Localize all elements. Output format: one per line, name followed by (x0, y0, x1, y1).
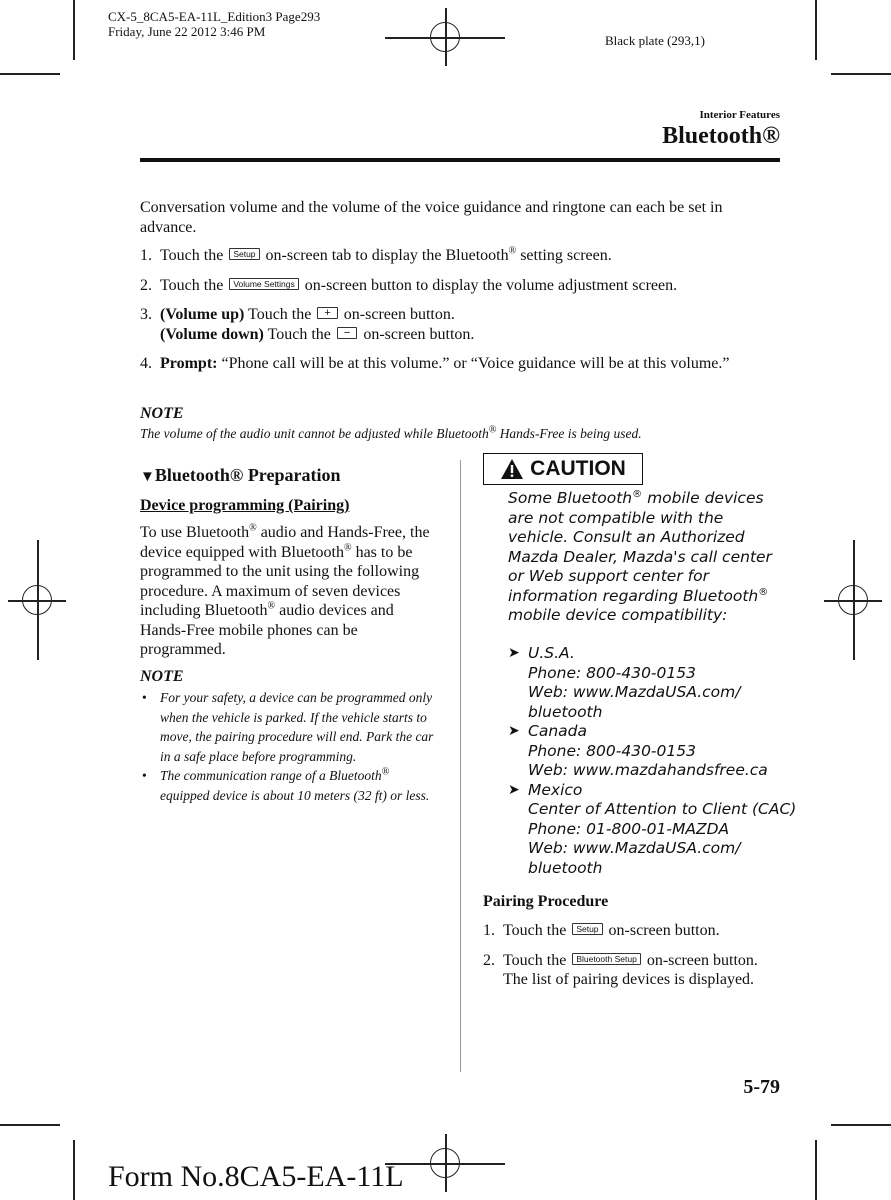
print-header-line2: Friday, June 22 2012 3:46 PM (108, 24, 266, 39)
crop-mark (0, 1124, 60, 1126)
crop-mark (73, 1140, 75, 1200)
print-header-plate: Black plate (293,1) (605, 33, 705, 48)
list-item: 1. Touch the Setup on-screen tab to display the Bluetooth® setting screen. (140, 245, 612, 264)
preparation-heading: ▼Bluetooth® Preparation (140, 465, 341, 485)
volume-down-button: − (337, 327, 357, 339)
setup-button: Setup (572, 923, 602, 935)
contact-list (508, 644, 798, 878)
note-heading: NOTE (140, 405, 184, 422)
list-item: ➤ U.S.A. Phone: 800-430-0153 Web: www.MazdaUSA.com/ bluetooth (508, 644, 741, 721)
preparation-paragraph: To use Bluetooth® audio and Hands-Free, the device equipped with Bluetooth® has to be programmed to the unit using the following procedure. A maximum of seven devices including Bluetooth® audio devices and Hands-Free mobile phones can be programmed. (140, 522, 430, 658)
header-rule (140, 158, 780, 162)
column-divider (460, 460, 461, 1072)
note-text: The volume of the audio unit cannot be adjusted while Bluetooth® Hands-Free is being used. (140, 424, 642, 441)
triangle-down-icon: ▼ (140, 469, 155, 485)
crop-mark (831, 1124, 891, 1126)
list-item: • For your safety, a device can be programmed only when the vehicle is parked. If the vehicle starts to move, the pairing procedure will end. Park the car in a safe place before programming. (140, 688, 440, 766)
arrow-bullet-icon: ➤ (508, 645, 520, 661)
caution-paragraph: Some Bluetooth® mobile devices are not compatible with the vehicle. Consult an Authorized Mazda Dealer, Mazda's call center or Web support center for information regarding Bluetooth® mobile device compatibility: (508, 488, 772, 624)
list-item: • The communication range of a Bluetooth® equipped device is about 10 meters (32 ft) or less. (140, 766, 440, 805)
warning-icon (500, 458, 524, 480)
section-label: Interior Features (699, 109, 780, 121)
arrow-bullet-icon: ➤ (508, 723, 520, 739)
intro-text: Conversation volume and the volume of the voice guidance and ringtone can each be set in advance. (140, 199, 723, 236)
volume-up-button: + (317, 307, 337, 319)
pairing-steps (483, 921, 773, 1000)
crop-mark (815, 0, 817, 60)
note-bullets (140, 688, 440, 805)
crop-mark (0, 73, 60, 75)
volume-steps (140, 246, 780, 384)
list-item: 2. Touch the Bluetooth Setup on-screen button. The list of pairing devices is displayed. (483, 951, 758, 988)
print-header-file (108, 9, 320, 39)
list-item: 1. Touch the Setup on-screen button. (483, 922, 720, 939)
crop-mark (815, 1140, 817, 1200)
arrow-bullet-icon: ➤ (508, 781, 520, 798)
page-title: Bluetooth® (662, 123, 780, 149)
pairing-procedure-heading: Pairing Procedure (483, 893, 609, 910)
print-header-line1: CX-5_8CA5-EA-11L_Edition3 Page293 (108, 9, 321, 24)
volume-settings-button: Volume Settings (229, 278, 298, 290)
pairing-subheading: Device programming (Pairing) (140, 497, 350, 514)
caution-badge (483, 453, 643, 485)
list-item: ➤ Canada Phone: 800-430-0153 Web: www.mazdahandsfree.ca (508, 722, 768, 779)
form-number: Form No.8CA5-EA-11L (108, 1160, 404, 1193)
list-item: ➤ Mexico Center of Attention to Client (CAC) Phone: 01-800-01-MAZDA Web: www.MazdaUSA.com/ bluetooth (508, 780, 797, 877)
list-item: 4. Prompt: “Phone call will be at this volume.” or “Voice guidance will be at this volume.” (140, 355, 730, 372)
list-item: 3. (Volume up) Touch the + on-screen button. (Volume down) Touch the − on-screen button. (140, 306, 475, 343)
bluetooth-setup-button: Bluetooth Setup (572, 953, 641, 965)
crop-mark (831, 73, 891, 75)
crop-mark (73, 0, 75, 60)
setup-tab-button: Setup (229, 248, 259, 260)
page-number: 5-79 (743, 1076, 780, 1098)
caution-label: CAUTION (530, 457, 626, 480)
note-heading: NOTE (140, 668, 184, 685)
list-item: 2. Touch the Volume Settings on-screen button to display the volume adjustment screen. (140, 276, 678, 294)
